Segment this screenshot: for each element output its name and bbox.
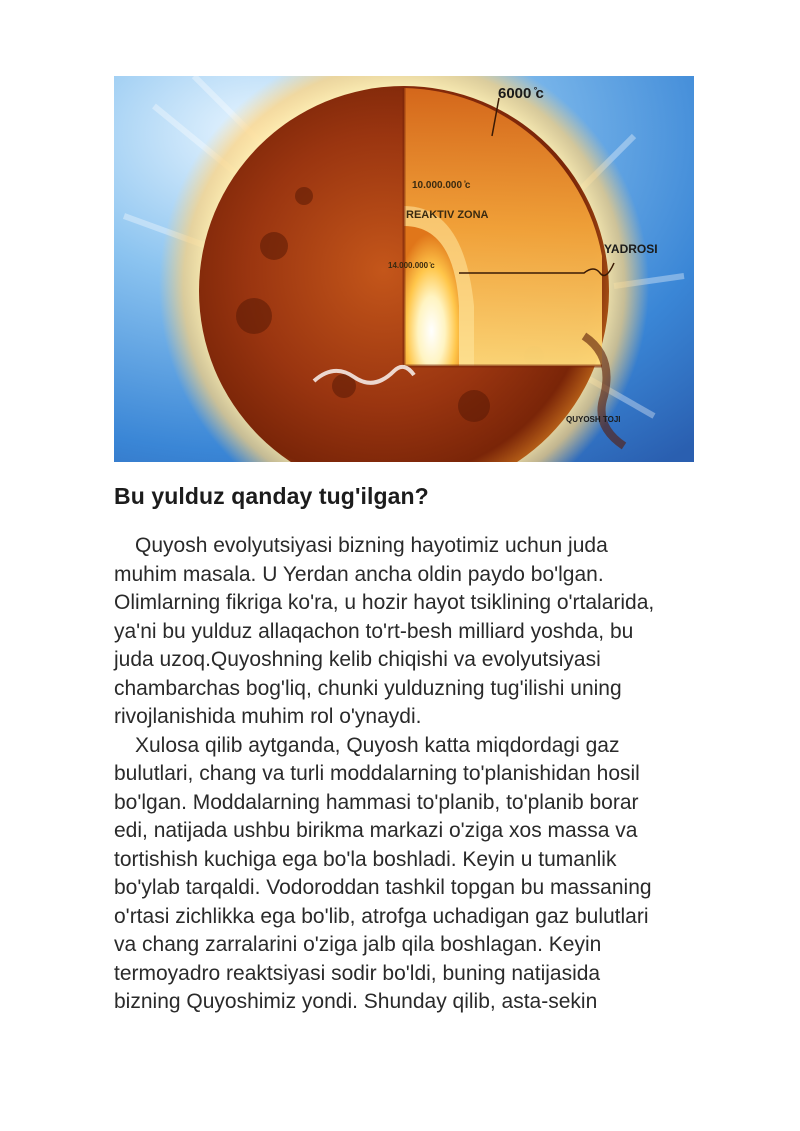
paragraph-2-line: bulutlari, chang va turli moddalarning to'planishidan hosil <box>114 762 640 785</box>
zone-temp-label: 10.000.000 ̊c <box>412 180 471 191</box>
sun-structure-illustration <box>114 76 694 462</box>
reactive-zone-label: REAKTIV ZONA <box>406 209 489 221</box>
paragraph-1-line: Quyosh evolyutsiyasi bizning hayotimiz uchun juda <box>135 534 608 557</box>
paragraph-2-line: va chang zarralarini o'ziga jalb qila boshlagan. Keyin <box>114 933 602 956</box>
paragraph-1-line: rivojlanishida muhim rol o'ynaydi. <box>114 705 422 728</box>
paragraph-2-line: o'rtasi zichlikka ega bo'lib, atrofga uchadigan gaz bulutlari <box>114 904 649 928</box>
sun-cutaway-diagram <box>114 76 694 462</box>
paragraph-1-line: Olimlarning fikriga ko'ra, u hozir hayot tsiklining o'rtalarida, <box>114 591 655 614</box>
paragraph-2-line: termoyadro reaktsiyasi sodir bo'ldi, buning natijasida <box>114 961 601 985</box>
paragraph-1-line: chambarchas bog'liq, chunki yulduzning tug'ilishi uning <box>114 676 622 700</box>
corona-label: QUYOSH TOJI <box>566 415 621 424</box>
paragraph-2-line: edi, natijada ushbu birikma markazi o'ziga xos massa va <box>114 819 638 842</box>
paragraph-1-line: ya'ni bu yulduz allaqachon to'rt-besh milliard yoshda, bu <box>114 619 634 643</box>
core-label: YADROSI <box>604 242 658 256</box>
paragraph-2-line: bizning Quyoshimiz yondi. Shunday qilib, asta-sekin <box>114 990 598 1013</box>
surface-temp-label: 6000 ̊c <box>498 85 544 102</box>
core-temp-label: 14.000.000 ̊c <box>388 261 435 270</box>
paragraph-2-line: bo'lgan. Moddalarning hammasi to'planib, to'planib borar <box>114 790 639 814</box>
paragraph-2-line: Xulosa qilib aytganda, Quyosh katta miqdordagi gaz <box>135 733 620 757</box>
paragraph-2-line: tortishish kuchiga ega bo'la boshladi. Keyin u tumanlik <box>114 847 617 871</box>
article-body <box>114 532 754 1017</box>
article-heading: Bu yulduz qanday tug'ilgan? <box>114 483 429 509</box>
paragraph-2-line: bo'ylab tarqaldi. Vodoroddan tashkil topgan bu massaning <box>114 876 652 899</box>
paragraph-1-line: muhim masala. U Yerdan ancha oldin paydo bo'lgan. <box>114 562 604 586</box>
paragraph-1-line: juda uzoq.Quyoshning kelib chiqishi va evolyutsiyasi <box>114 648 601 671</box>
